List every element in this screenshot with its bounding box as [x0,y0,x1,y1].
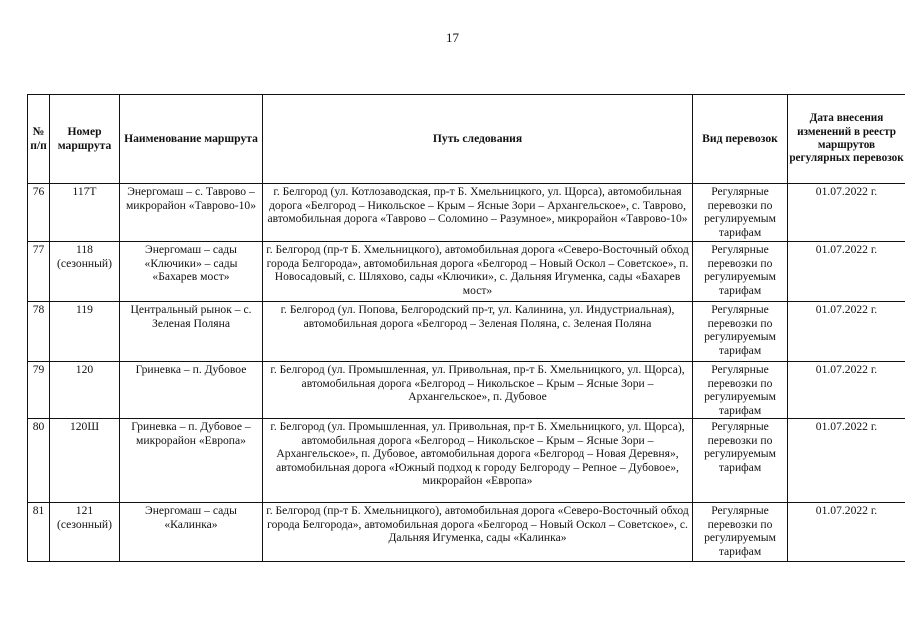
table-row [28,419,905,503]
cell-route-number: 119 [50,302,120,362]
cell-date: 01.07.2022 г. [788,184,905,242]
cell-num: 77 [28,242,50,302]
table-row [28,302,905,362]
table-row [28,362,905,419]
cell-transport-type: Регулярные перевозки по регулируемым тарифам [693,302,788,362]
cell-path: г. Белгород (ул. Промышленная, ул. Привольная, пр-т Б. Хмельницкого, ул. Щорса), автомобильная дорога «Белгород – Никольское – Крым – Ясные Зори – Архангельское», п. Дубовое [263,362,693,419]
cell-date: 01.07.2022 г. [788,419,905,503]
cell-route-name: Энергомаш – сады «Калинка» [120,503,263,562]
routes-table [27,94,905,562]
header-route-name: Наименование маршрута [120,95,263,184]
cell-route-name: Центральный рынок – с. Зеленая Поляна [120,302,263,362]
cell-num: 78 [28,302,50,362]
cell-route-name: Энергомаш – сады «Ключики» – сады «Бахарев мост» [120,242,263,302]
cell-num: 79 [28,362,50,419]
cell-date: 01.07.2022 г. [788,242,905,302]
cell-route-number: 120Ш [50,419,120,503]
cell-transport-type: Регулярные перевозки по регулируемым тарифам [693,419,788,503]
cell-transport-type: Регулярные перевозки по регулируемым тарифам [693,362,788,419]
cell-date: 01.07.2022 г. [788,503,905,562]
cell-route-name: Гриневка – п. Дубовое [120,362,263,419]
cell-route-number: 118 (сезонный) [50,242,120,302]
cell-route-number: 121 (сезонный) [50,503,120,562]
cell-transport-type: Регулярные перевозки по регулируемым тарифам [693,242,788,302]
header-route-number: Номер маршрута [50,95,120,184]
table-header-row [28,95,905,184]
cell-route-name: Гриневка – п. Дубовое – микрорайон «Европа» [120,419,263,503]
cell-route-number: 117Т [50,184,120,242]
cell-path: г. Белгород (ул. Попова, Белгородский пр-т, ул. Калинина, ул. Индустриальная), автомобильная дорога «Белгород – Зеленая Поляна, с. Зеленая Поляна [263,302,693,362]
cell-num: 76 [28,184,50,242]
cell-date: 01.07.2022 г. [788,302,905,362]
cell-path: г. Белгород (ул. Котлозаводская, пр-т Б. Хмельницкого, ул. Щорса), автомобильная дорога «Белгород – Никольское – Крым – Ясные Зори – Архангельское», с. Таврово, автомобильная дорога «Таврово – Соломино – Разумное», микрорайон «Таврово-10» [263,184,693,242]
cell-path: г. Белгород (пр-т Б. Хмельницкого), автомобильная дорога «Северо-Восточный обход города Белгорода», автомобильная дорога «Белгород – Новый Оскол – Советское», с. Дальняя Игуменка, сады «Калинка» [263,503,693,562]
header-transport-type: Вид перевозок [693,95,788,184]
table-row [28,242,905,302]
header-date: Дата внесения изменений в реестр маршрутов регулярных перевозок [788,95,905,184]
cell-route-number: 120 [50,362,120,419]
header-path: Путь следования [263,95,693,184]
cell-route-name: Энергомаш – с. Таврово – микрорайон «Таврово-10» [120,184,263,242]
cell-date: 01.07.2022 г. [788,362,905,419]
table-row [28,184,905,242]
cell-num: 80 [28,419,50,503]
cell-num: 81 [28,503,50,562]
cell-path: г. Белгород (ул. Промышленная, ул. Привольная, пр-т Б. Хмельницкого, ул. Щорса), автомобильная дорога «Белгород – Никольское – Крым – Ясные Зори – Архангельское», п. Дубовое, автомобильная дорога «Белгород – Новая Деревня», автомобильная дорога «Южный подход к городу Белгороду – Репное – Дубовое», микрорайон «Европа» [263,419,693,503]
page-number: 17 [446,30,459,45]
cell-transport-type: Регулярные перевозки по регулируемым тарифам [693,503,788,562]
cell-path: г. Белгород (пр-т Б. Хмельницкого), автомобильная дорога «Северо-Восточный обход города Белгорода», автомобильная дорога «Белгород – Новый Оскол – Советское», п. Новосадовый, с. Шляхово, сады «Ключики», с. Дальняя Игуменка, сады «Бахарев мост» [263,242,693,302]
table-row [28,503,905,562]
header-num: № п/п [28,95,50,184]
cell-transport-type: Регулярные перевозки по регулируемым тарифам [693,184,788,242]
